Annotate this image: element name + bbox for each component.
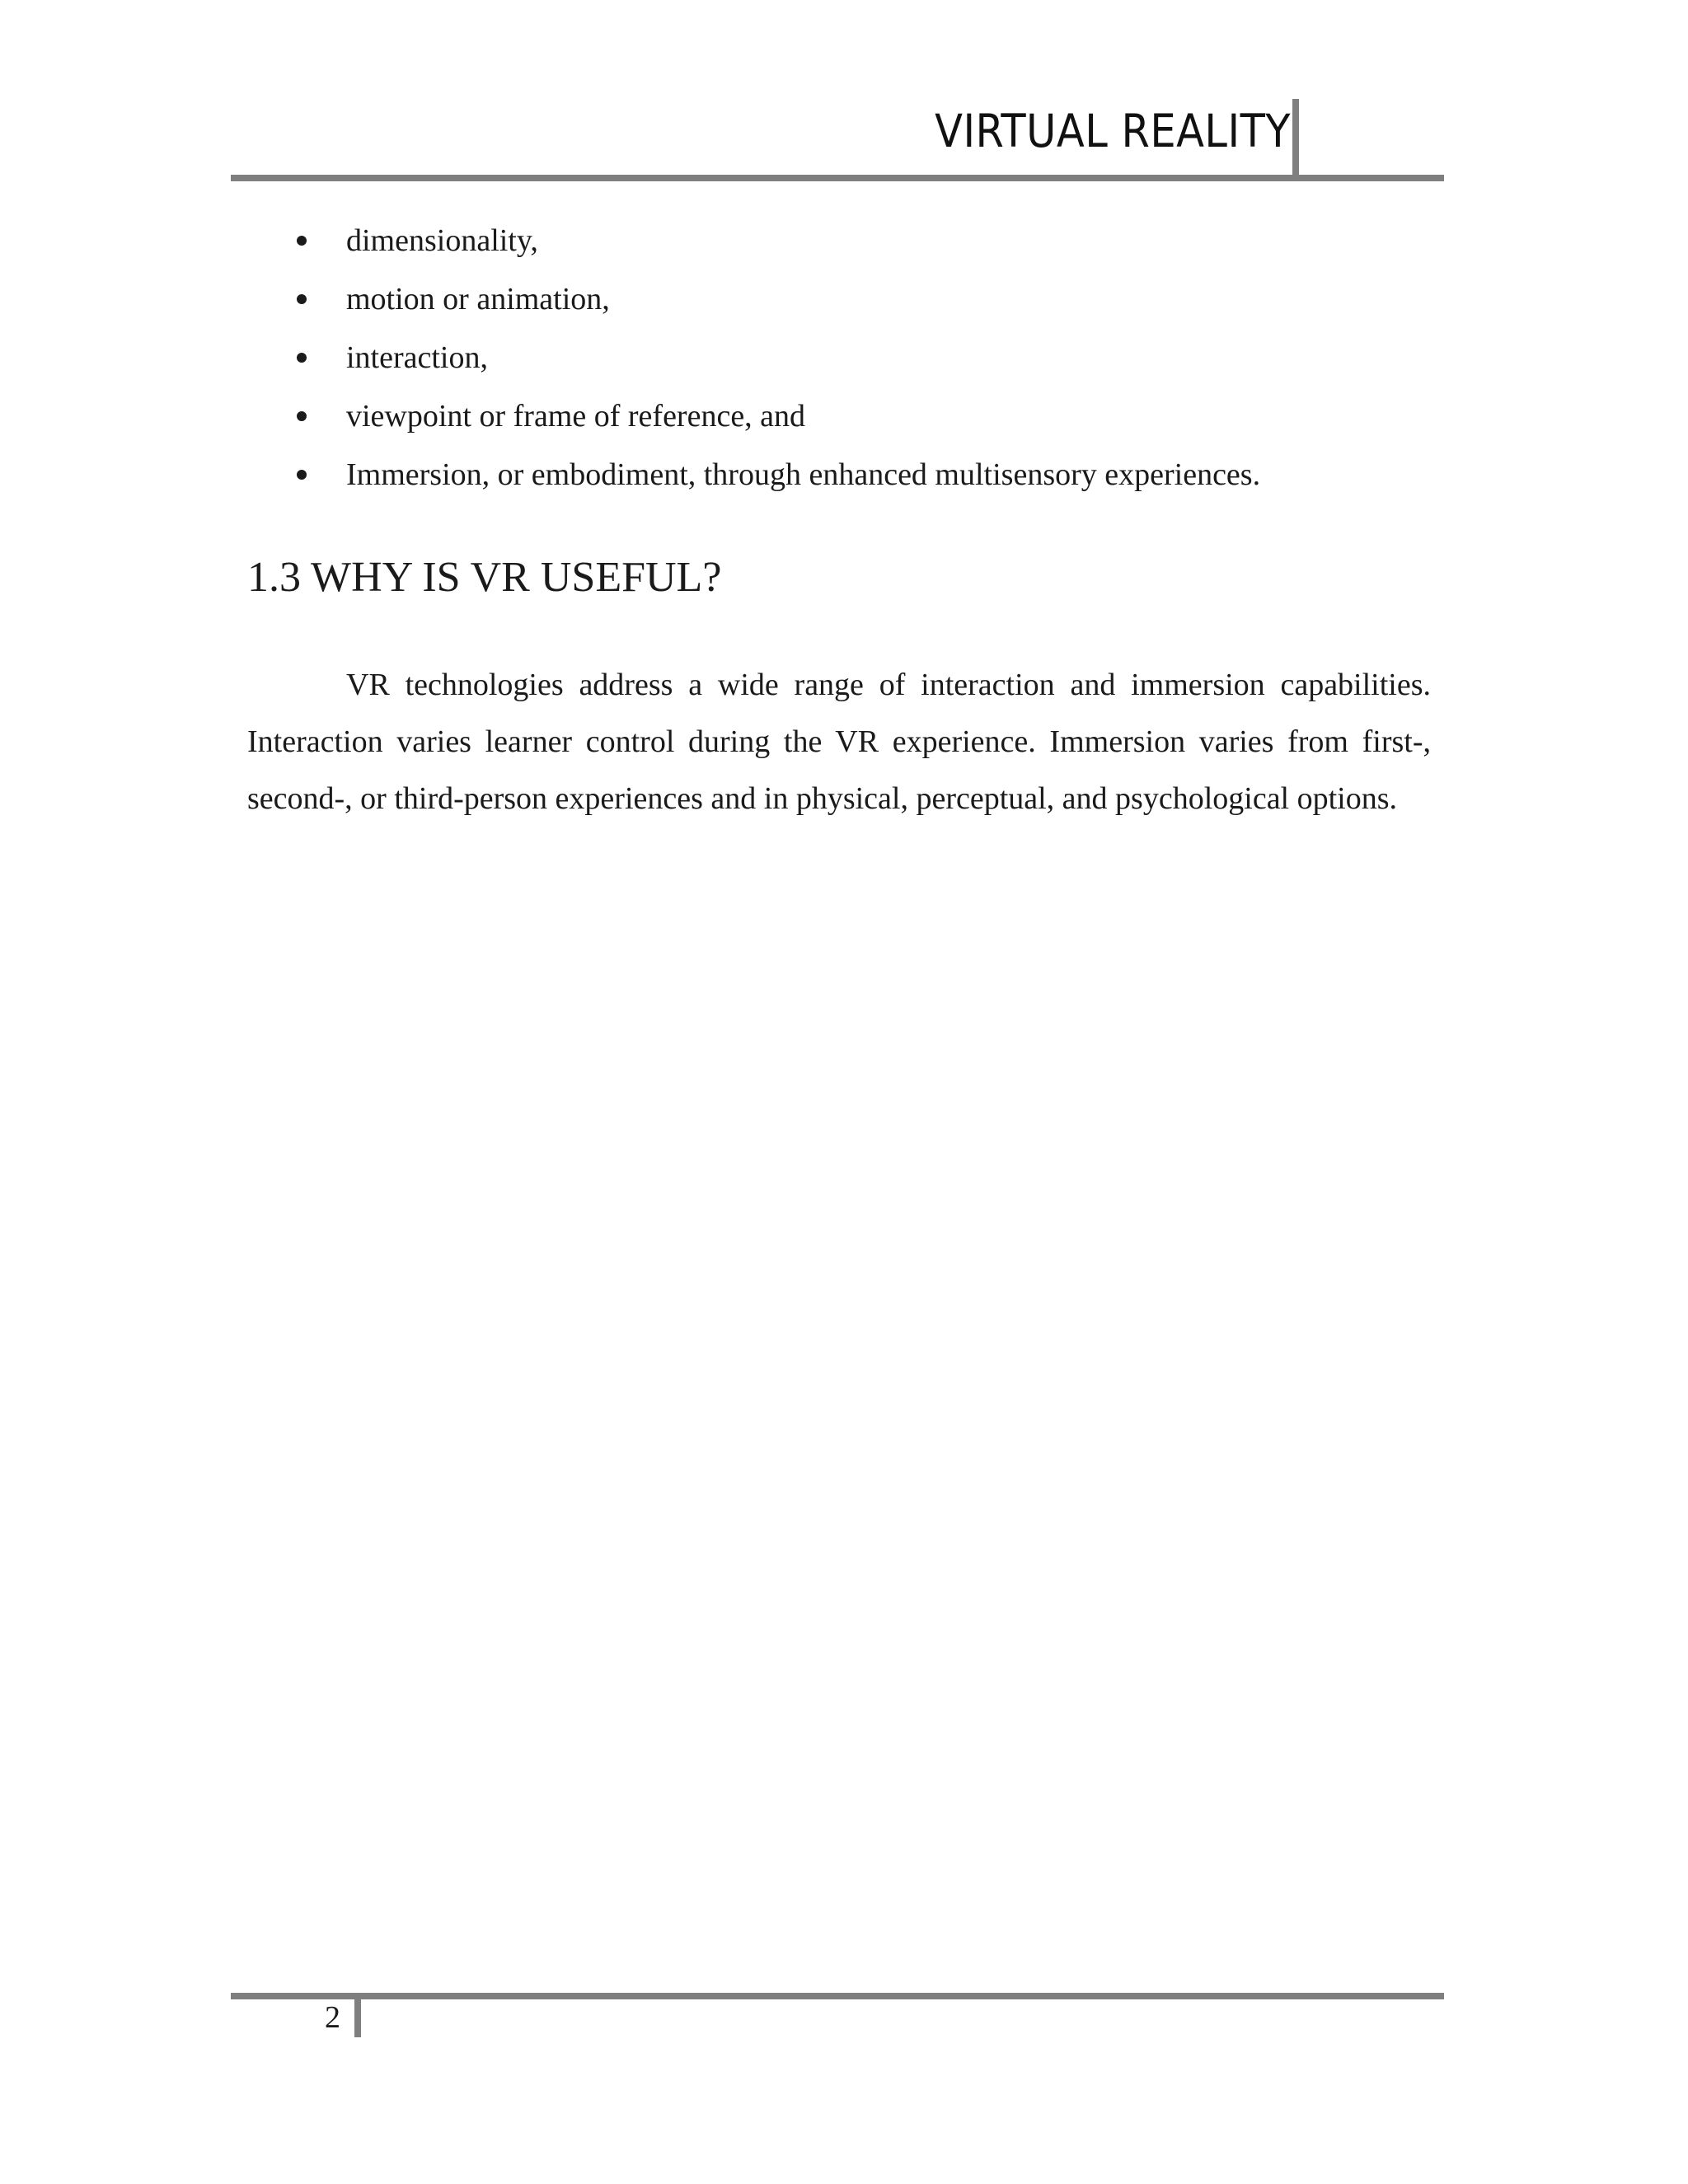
bullet-icon <box>297 353 307 363</box>
list-item-text: Immersion, or embodiment, through enhanced multisensory experiences. <box>346 457 1261 492</box>
list-item-text: viewpoint or frame of reference, and <box>346 399 806 434</box>
bullet-icon <box>297 411 307 421</box>
header-rule <box>231 175 1444 181</box>
section-heading: 1.3 WHY IS VR USEFUL? <box>247 554 722 601</box>
bullet-icon <box>297 294 307 304</box>
footer-vertical-bar <box>354 1994 361 2037</box>
list-item-text: interaction, <box>346 340 488 375</box>
running-header-title: VIRTUAL REALITY <box>935 105 1291 157</box>
body-paragraph: VR technologies address a wide range of interaction and immersion capabilities. Interaction varies learner control during the VR experience. Immersion varies from first-, second-, or third-person experiences and in physical, perceptual, and psychological options. <box>247 668 1431 816</box>
bullet-icon <box>297 470 307 480</box>
footer-rule <box>231 1993 1444 1999</box>
bullet-icon <box>297 236 307 246</box>
header-vertical-bar <box>1292 99 1299 178</box>
list-item-text: dimensionality, <box>346 223 538 258</box>
list-item-text: motion or animation, <box>346 282 610 316</box>
page-number: 2 <box>325 2000 340 2035</box>
